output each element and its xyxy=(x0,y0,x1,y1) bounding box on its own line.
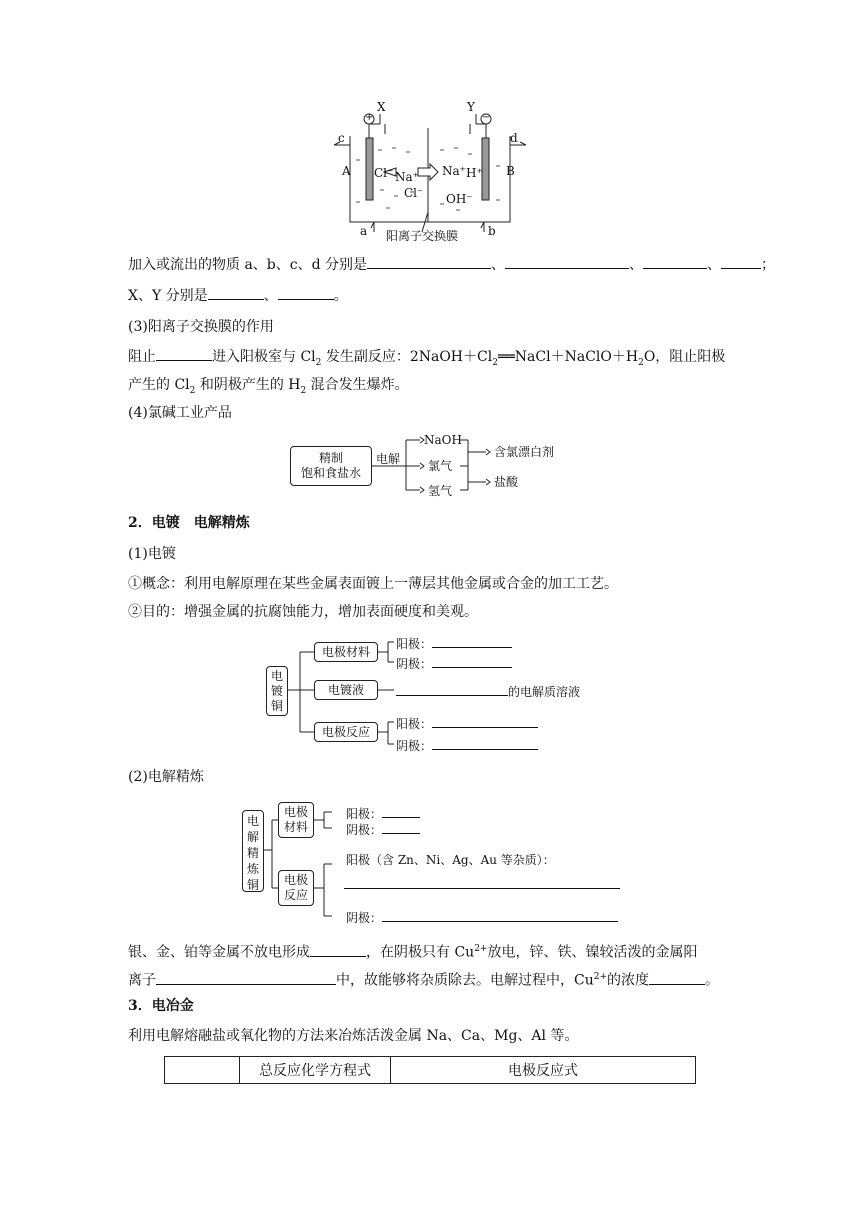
solution-suffix: 的电解质溶液 xyxy=(508,685,581,699)
pr2-end: 。 xyxy=(705,972,720,989)
blank-d[interactable] xyxy=(721,256,761,269)
q2-sep: 、 xyxy=(263,288,278,304)
blank-refine-cathode[interactable] xyxy=(382,821,420,834)
blank-y[interactable] xyxy=(278,287,334,300)
r-cathode-rx-label: 阴极： xyxy=(346,911,383,925)
question-xy xyxy=(128,287,348,305)
pr2-mid: 中，故能够将杂质除去。电解过程中，Cu xyxy=(336,972,594,989)
cathode-minus-sign: − xyxy=(482,112,491,123)
pr2-mid2: 的浓度 xyxy=(607,972,650,989)
p3a-mid2: 发生副反应：2NaOH＋Cl xyxy=(321,349,493,365)
plating-root-box xyxy=(266,666,288,716)
q2-end: 。 xyxy=(333,288,348,304)
p3b-post: 混合发生爆炸。 xyxy=(306,377,409,393)
cell-label-X: X xyxy=(377,100,386,114)
product-chlorine: 氯气 xyxy=(428,459,453,473)
cell-label-B: B xyxy=(506,164,515,178)
table-header-row xyxy=(165,1057,696,1084)
heading-electrorefining: (2)电解精炼 xyxy=(128,769,204,785)
blank-anode-reaction[interactable] xyxy=(432,715,538,728)
p3a-pre: 阻止 xyxy=(128,349,156,365)
ion-na-left: Na⁺ xyxy=(395,170,419,184)
refining-reaction-box xyxy=(278,870,314,906)
blank-c[interactable] xyxy=(643,256,707,269)
blank-solution[interactable] xyxy=(396,683,508,696)
refining-material-l1: 电极 xyxy=(283,805,308,819)
cathode-label: 阴极： xyxy=(396,657,433,671)
q1-sep-1: 、 xyxy=(491,257,506,273)
membrane-label: 阳离子交换膜 xyxy=(386,229,459,243)
q2-prefix: X、Y 分别是 xyxy=(128,288,208,304)
blank-b[interactable] xyxy=(505,256,629,269)
brine-box-line1: 精制 xyxy=(318,451,343,465)
brine-box-line2: 饱和食盐水 xyxy=(300,466,361,480)
q1-sep-2: 、 xyxy=(629,257,644,273)
p3a-mid4: O，阻止阳极 xyxy=(643,349,726,365)
q1-end: ； xyxy=(761,257,776,273)
q1-prefix: 加入或流出的物质 a、b、c、d 分别是 xyxy=(128,257,368,273)
anode-plus-sign: + xyxy=(365,112,374,123)
pr2-pre: 离子 xyxy=(128,972,156,989)
electrolytic-cell-diagram xyxy=(330,100,530,245)
plating-root-label: 电镀铜 xyxy=(271,669,284,713)
ion-oh: OH⁻ xyxy=(446,192,473,206)
p3a-mid: 进入阳极室与 Cl xyxy=(212,349,316,365)
pr1-pre: 银、金、铂等金属不放电形成 xyxy=(128,944,310,961)
refining-anode-reaction-label: 阳极（含 Zn、Ni、Ag、Au 等杂质）： xyxy=(346,853,555,867)
heading-membrane-role: (3)阳离子交换膜的作用 xyxy=(128,319,274,335)
product-hcl: 盐酸 xyxy=(494,475,519,489)
electrometallurgy-intro: 利用电解熔融盐或氧化物的方法来冶炼活泼金属 Na、Ca、Mg、Al 等。 xyxy=(128,1028,579,1044)
pr1-mid: ，在阴极只有 Cu xyxy=(366,944,475,961)
blank-ion-location[interactable] xyxy=(156,972,336,985)
section-2-heading: 2．电镀 电解精炼 xyxy=(128,515,250,531)
electrorefining-tree xyxy=(238,798,628,928)
heading-chloralkali-products: (4)氯碱工业产品 xyxy=(128,405,232,421)
electrode-reaction-label: 电极反应 xyxy=(321,725,370,739)
refining-anode-material xyxy=(346,805,420,821)
brine-box xyxy=(290,446,372,486)
ion-h: H⁺ xyxy=(466,166,483,180)
ion-cl-left: Cl⁻ xyxy=(374,166,394,180)
electrode-material-label: 电极材料 xyxy=(321,645,370,659)
table-header-overall: 总反应化学方程式 xyxy=(240,1057,391,1084)
p3b-pre: 产生的 Cl xyxy=(128,377,190,393)
refining-root-box xyxy=(242,810,264,892)
question-abcd xyxy=(128,256,775,274)
refining-reaction-l1: 电极 xyxy=(283,873,308,887)
product-hydrogen: 氢气 xyxy=(428,484,453,498)
table-header-empty xyxy=(165,1057,240,1084)
plating-cathode-material xyxy=(396,655,512,671)
refining-root-label: 电解精炼铜 xyxy=(247,814,260,892)
cathode-rx-label: 阴极： xyxy=(396,739,433,753)
cell-label-Y: Y xyxy=(467,100,475,114)
table-header-electrode: 电极反应式 xyxy=(391,1057,696,1084)
p3b-mid: 和阴极产生的 H xyxy=(195,377,301,393)
membrane-role-line1: 阻止 进入阳极室与 $Cl_2$ 发生副反应：$2NaOH+Cl_2══NaCl+NaClO+H_2O$，阻止阳极 xyxy=(128,349,726,368)
heading-electroplating: (1)电镀 xyxy=(128,546,176,562)
blank-refine-cathode-reaction[interactable] xyxy=(382,909,618,922)
refining-reaction-l2: 反应 xyxy=(283,888,308,902)
plating-solution-text xyxy=(396,683,580,699)
refining-material-box xyxy=(278,802,314,838)
r-cathode-label: 阴极： xyxy=(346,823,383,837)
plating-solution-box xyxy=(314,680,378,700)
anode-label: 阳极： xyxy=(396,637,433,651)
ion-cl-lower: Cl⁻ xyxy=(404,186,424,200)
plating-cathode-reaction xyxy=(396,737,538,753)
chloralkali-flow-diagram xyxy=(288,432,588,502)
cell-label-c: c xyxy=(338,131,345,145)
section-3-heading: 3．电冶金 xyxy=(128,998,194,1014)
blank-refine-anode-reaction[interactable] xyxy=(344,876,620,889)
cell-label-a: a xyxy=(360,224,368,238)
blank-anode-material[interactable] xyxy=(432,635,512,648)
refining-cathode-reaction xyxy=(346,909,618,925)
blank-cathode-reaction[interactable] xyxy=(432,737,538,750)
refining-cathode-material xyxy=(346,821,420,837)
blank-cathode-material[interactable] xyxy=(432,655,512,668)
refining-paragraph-line2: 离子 中，故能够将杂质除去。电解过程中，$Cu^{2+}$的浓度 。 xyxy=(128,972,720,989)
p3a-mid3: ══NaCl＋NaClO＋H xyxy=(497,349,639,365)
cell-label-b: b xyxy=(488,224,496,238)
product-naoh: NaOH xyxy=(424,433,462,447)
product-bleach: 含氯漂白剂 xyxy=(494,445,555,459)
refining-paragraph-line1: 银、金、铂等金属不放电形成 ，在阴极只有 $Cu^{2+}$放电，锌、铁、镍较活泼的金属阳 xyxy=(128,944,698,961)
cell-label-d: d xyxy=(510,131,518,145)
electrometallurgy-table xyxy=(164,1056,696,1084)
blank-a[interactable] xyxy=(367,256,491,269)
q1-sep-3: 、 xyxy=(707,257,722,273)
electroplating-purpose: ②目的：增强金属的抗腐蚀能力，增加表面硬度和美观。 xyxy=(128,604,478,620)
blank-concentration[interactable] xyxy=(649,972,705,985)
electrode-reaction-box xyxy=(314,722,378,742)
blank-membrane[interactable] xyxy=(156,348,212,361)
blank-x[interactable] xyxy=(208,287,264,300)
electroplating-concept: ①概念：利用电解原理在某些金属表面镀上一薄层其他金属或合金的加工工艺。 xyxy=(128,576,618,592)
electrode-material-box xyxy=(314,642,378,662)
plating-anode-reaction xyxy=(396,715,538,731)
blank-refine-anode[interactable] xyxy=(382,805,420,818)
cell-label-A: A xyxy=(342,164,351,178)
r-anode-label: 阳极： xyxy=(346,807,383,821)
anode-rx-label: 阳极： xyxy=(396,717,433,731)
blank-anode-mud[interactable] xyxy=(310,944,366,957)
refining-material-l2: 材料 xyxy=(283,820,308,834)
plating-anode-material xyxy=(396,635,512,651)
membrane-role-line2: 产生的 $Cl_2$ 和阴极产生的 $H_2$ 混合发生爆炸。 xyxy=(128,377,409,396)
plating-solution-label: 电镀液 xyxy=(327,683,364,697)
ion-na-right: Na⁺ xyxy=(442,164,466,178)
electrolysis-label: 电解 xyxy=(376,452,401,466)
copper-plating-tree xyxy=(262,632,602,756)
pr1-mid2: 放电，锌、铁、镍较活泼的金属阳 xyxy=(487,944,698,961)
